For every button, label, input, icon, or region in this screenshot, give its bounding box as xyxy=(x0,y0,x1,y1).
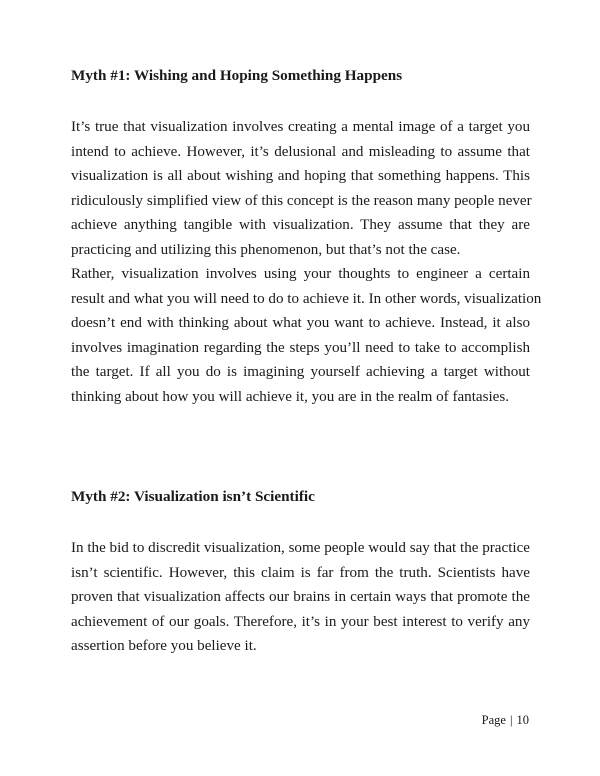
text-line: practicing and utilizing this phenomenon, but that’s not the case. xyxy=(71,241,461,258)
page-separator: | xyxy=(509,713,513,727)
text-line: Rather, visualization involves using your thoughts to engineer a certain xyxy=(71,266,530,282)
page-number: 10 xyxy=(516,713,529,727)
text-line: ridiculously simplified view of this concept is the reason many people never xyxy=(71,192,532,209)
text-line: In the bid to discredit visualization, some people would say that the practice xyxy=(71,540,530,556)
text-line: result and what you will need to do to achieve it. In other words, visualization xyxy=(71,290,542,307)
text-line: proven that visualization affects our brains in certain ways that promote the xyxy=(71,589,530,606)
text-line: It’s true that visualization involves creating a mental image of a target you xyxy=(71,119,530,135)
text-line: involves imagination regarding the steps you’ll need to take to accomplish xyxy=(71,339,530,356)
page-footer xyxy=(482,712,529,728)
section-heading-myth-1: Myth #1: Wishing and Hoping Something Happens xyxy=(71,67,403,84)
page-label: Page xyxy=(481,713,506,727)
text-line: achievement of our goals. Therefore, it’s in your best interest to verify any xyxy=(71,613,530,630)
text-line: the target. If all you do is imagining yourself achieving a target without xyxy=(71,364,530,381)
section-heading-myth-2: Myth #2: Visualization isn’t Scientific xyxy=(71,488,315,505)
paragraph-3 xyxy=(71,536,530,659)
text-line: doesn’t end with thinking about what you want to achieve. Instead, it also xyxy=(71,315,530,332)
text-line: achieve anything tangible with visualization. They assume that they are xyxy=(71,217,530,234)
text-line: thinking about how you will achieve it, you are in the realm of fantasies. xyxy=(71,388,510,405)
paragraph-1 xyxy=(71,115,530,263)
text-line: visualization is all about wishing and hoping that something happens. This xyxy=(71,168,530,185)
paragraph-2 xyxy=(71,262,542,410)
text-line: isn’t scientific. However, this claim is far from the truth. Scientists have xyxy=(71,564,530,581)
text-line: assertion before you believe it. xyxy=(71,638,257,655)
text-line: intend to achieve. However, it’s delusional and misleading to assume that xyxy=(71,143,530,160)
